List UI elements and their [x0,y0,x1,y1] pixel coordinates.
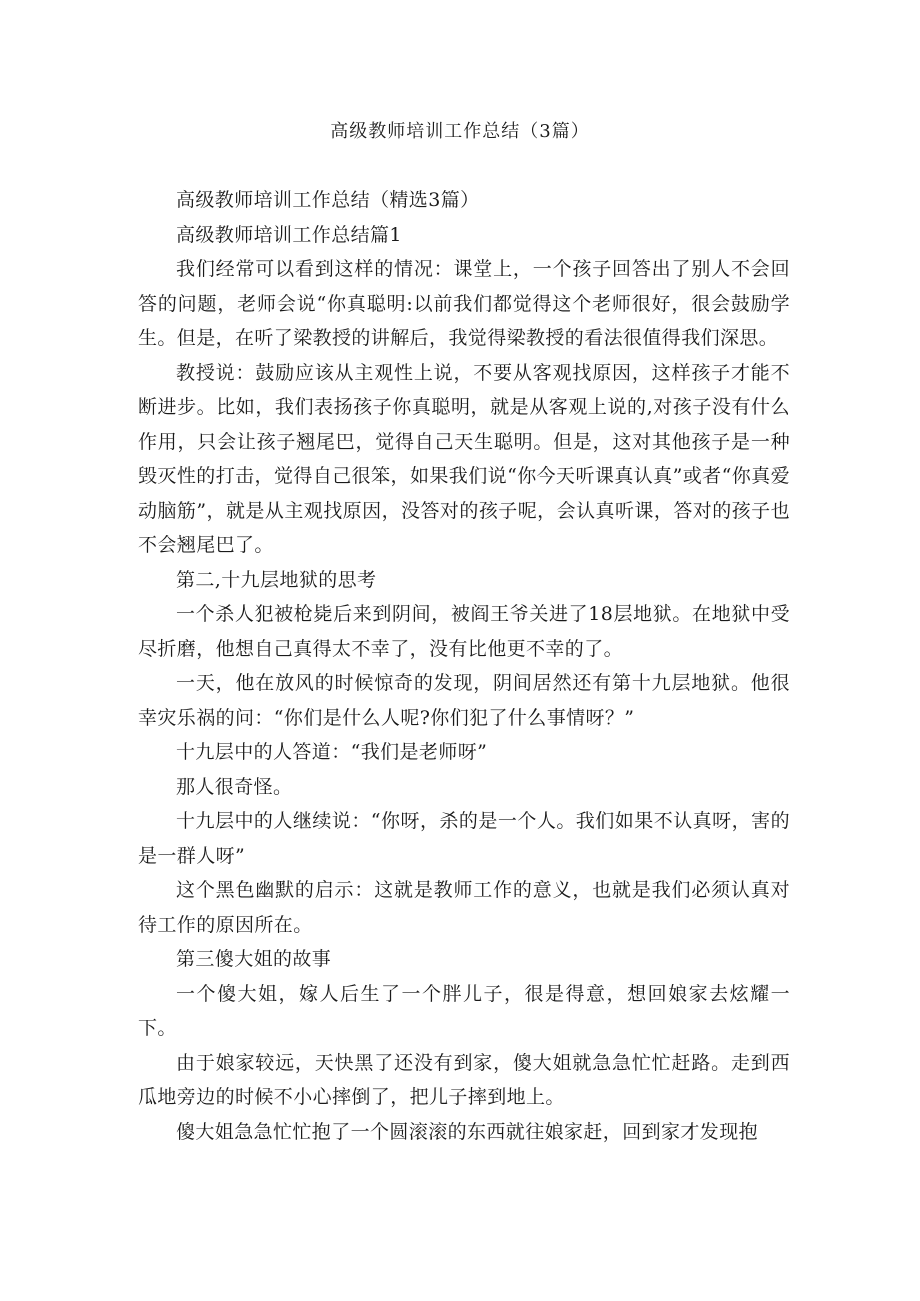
body-paragraph: 我们经常可以看到这样的情况：课堂上，一个孩子回答出了别人不会回答的问题，老师会说“你真聪明:以前我们都觉得这个老师很好，很会鼓励学生。但是，在听了梁教授的讲解后，我觉得梁教授的看法很值得我们深思。 [138,258,790,349]
document-title: 高级教师培训工作总结（3篇） [330,121,590,142]
subtitle-paragraph: 高级教师培训工作总结（精选3篇） [176,189,480,211]
document-body [138,183,790,1149]
section-heading-1: 高级教师培训工作总结篇1 [176,223,402,246]
body-paragraph: 一个傻大姐，嫁人后生了一个胖儿子，很是得意，想回娘家去炫耀一下。 [138,982,790,1039]
body-paragraph: 由于娘家较远，天快黑了还没有到家，傻大姐就急急忙忙赶路。走到西瓜地旁边的时候不小心摔倒了，把儿子摔到地上。 [138,1051,790,1108]
body-paragraph: 这个黑色幽默的启示：这就是教师工作的意义，也就是我们必须认真对待工作的原因所在。 [138,879,790,936]
body-paragraph: 一天，他在放风的时候惊奇的发现，阴间居然还有第十九层地狱。他很幸灾乐祸的问：“你们是什么人呢?你们犯了什么事情呀？” [138,672,790,729]
section-heading-3: 第三傻大姐的故事 [176,948,332,970]
body-paragraph: 一个杀人犯被枪毙后来到阴间，被阎王爷关进了18层地狱。在地狱中受尽折磨，他想自己真得太不幸了，没有比他更不幸的了。 [138,603,790,660]
body-paragraph: 十九层中的人继续说：“你呀，杀的是一个人。我们如果不认真呀，害的是一群人呀” [138,810,790,867]
body-paragraph: 傻大姐急急忙忙抱了一个圆滚滚的东西就往娘家赶，回到家才发现抱 [176,1120,759,1143]
body-paragraph: 十九层中的人答道：“我们是老师呀” [176,741,488,763]
section-heading-2: 第二,十九层地狱的思考 [176,568,377,591]
body-paragraph: 那人很奇怪。 [176,775,293,798]
body-paragraph: 教授说：鼓励应该从主观性上说，不要从客观找原因，这样孩子才能不断进步。比如，我们表扬孩子你真聪明，就是从客观上说的,对孩子没有什么作用，只会让孩子翘尾巴，觉得自己天生聪明。但是，这对其他孩子是一种毁灭性的打击，觉得自己很笨，如果我们说“你今天听课真认真”或者“你真爱动脑筋”，就是从主观找原因，没答对的孩子呢，会认真听课，答对的孩子也不会翘尾巴了。 [138,361,790,556]
